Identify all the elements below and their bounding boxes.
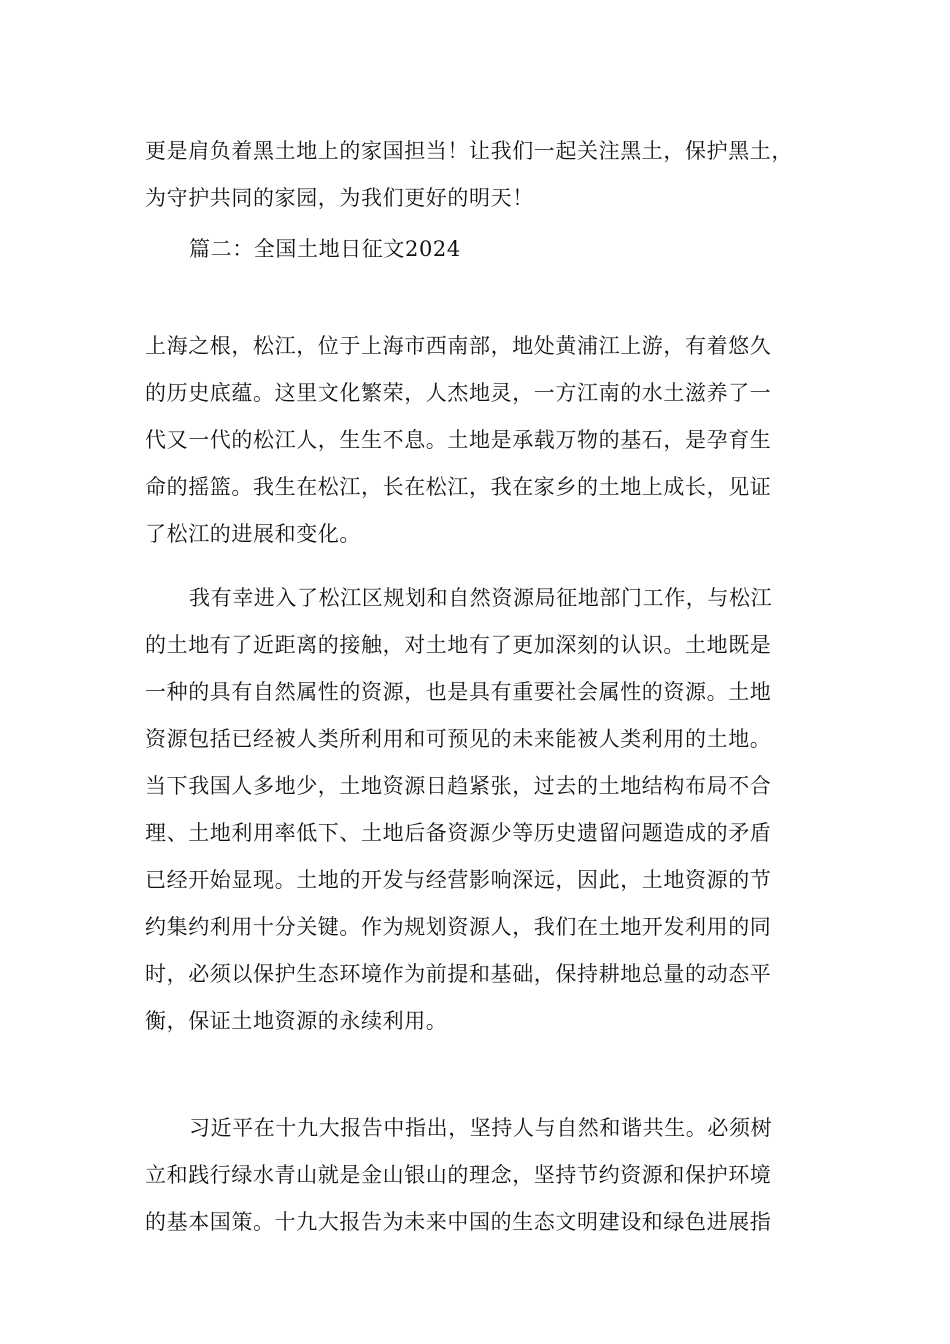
text-line: 上海之根，松江，位于上海市西南部，地处黄浦江上游，有着悠久 (145, 334, 772, 358)
text-line: 为守护共同的家园，为我们更好的明天！ (145, 186, 534, 210)
text-line: 衡，保证土地资源的永续利用。 (145, 1009, 448, 1033)
text-line: 的土地有了近距离的接触，对土地有了更加深刻的认识。土地既是 (145, 633, 772, 657)
paragraph-3 (145, 1105, 815, 1246)
text-line: 时，必须以保护生态环境作为前提和基础，保持耕地总量的动态平 (145, 962, 772, 986)
text-line: 理、土地利用率低下、土地后备资源少等历史遗留问题造成的矛盾 (145, 821, 772, 845)
text-line: 当下我国人多地少，土地资源日趋紧张，过去的土地结构布局不合 (145, 774, 772, 798)
text-line: 已经开始显现。土地的开发与经营影响深远，因此，土地资源的节 (145, 868, 772, 892)
continuation-paragraph (145, 128, 815, 222)
text-line: 命的摇篮。我生在松江，长在松江，我在家乡的土地上成长，见证 (145, 475, 772, 499)
text-line: 我有幸进入了松江区规划和自然资源局征地部门工作，与松江 (189, 586, 773, 610)
paragraph-1 (145, 323, 815, 558)
text-line: 的基本国策。十九大报告为未来中国的生态文明建设和绿色进展指 (145, 1210, 772, 1234)
text-line: 习近平在十九大报告中指出，坚持人与自然和谐共生。必须树 (189, 1116, 773, 1140)
paragraph-2 (145, 575, 815, 1045)
text-line: 了松江的进展和变化。 (145, 522, 361, 546)
text-line: 资源包括已经被人类所利用和可预见的未来能被人类利用的土地。 (145, 727, 772, 751)
section-heading-block (145, 226, 815, 273)
text-line: 一种的具有自然属性的资源，也是具有重要社会属性的资源。土地 (145, 680, 772, 704)
section-heading: 篇二：全国土地日征文2024 (189, 237, 461, 261)
text-line: 立和践行绿水青山就是金山银山的理念，坚持节约资源和保护环境 (145, 1163, 772, 1187)
text-line: 的历史底蕴。这里文化繁荣，人杰地灵，一方江南的水土滋养了一 (145, 381, 772, 405)
text-line: 约集约利用十分关键。作为规划资源人，我们在土地开发利用的同 (145, 915, 772, 939)
text-line: 更是肩负着黑土地上的家国担当！让我们一起关注黑土，保护黑土， (145, 139, 793, 163)
text-line: 代又一代的松江人，生生不息。土地是承载万物的基石，是孕育生 (145, 428, 772, 452)
